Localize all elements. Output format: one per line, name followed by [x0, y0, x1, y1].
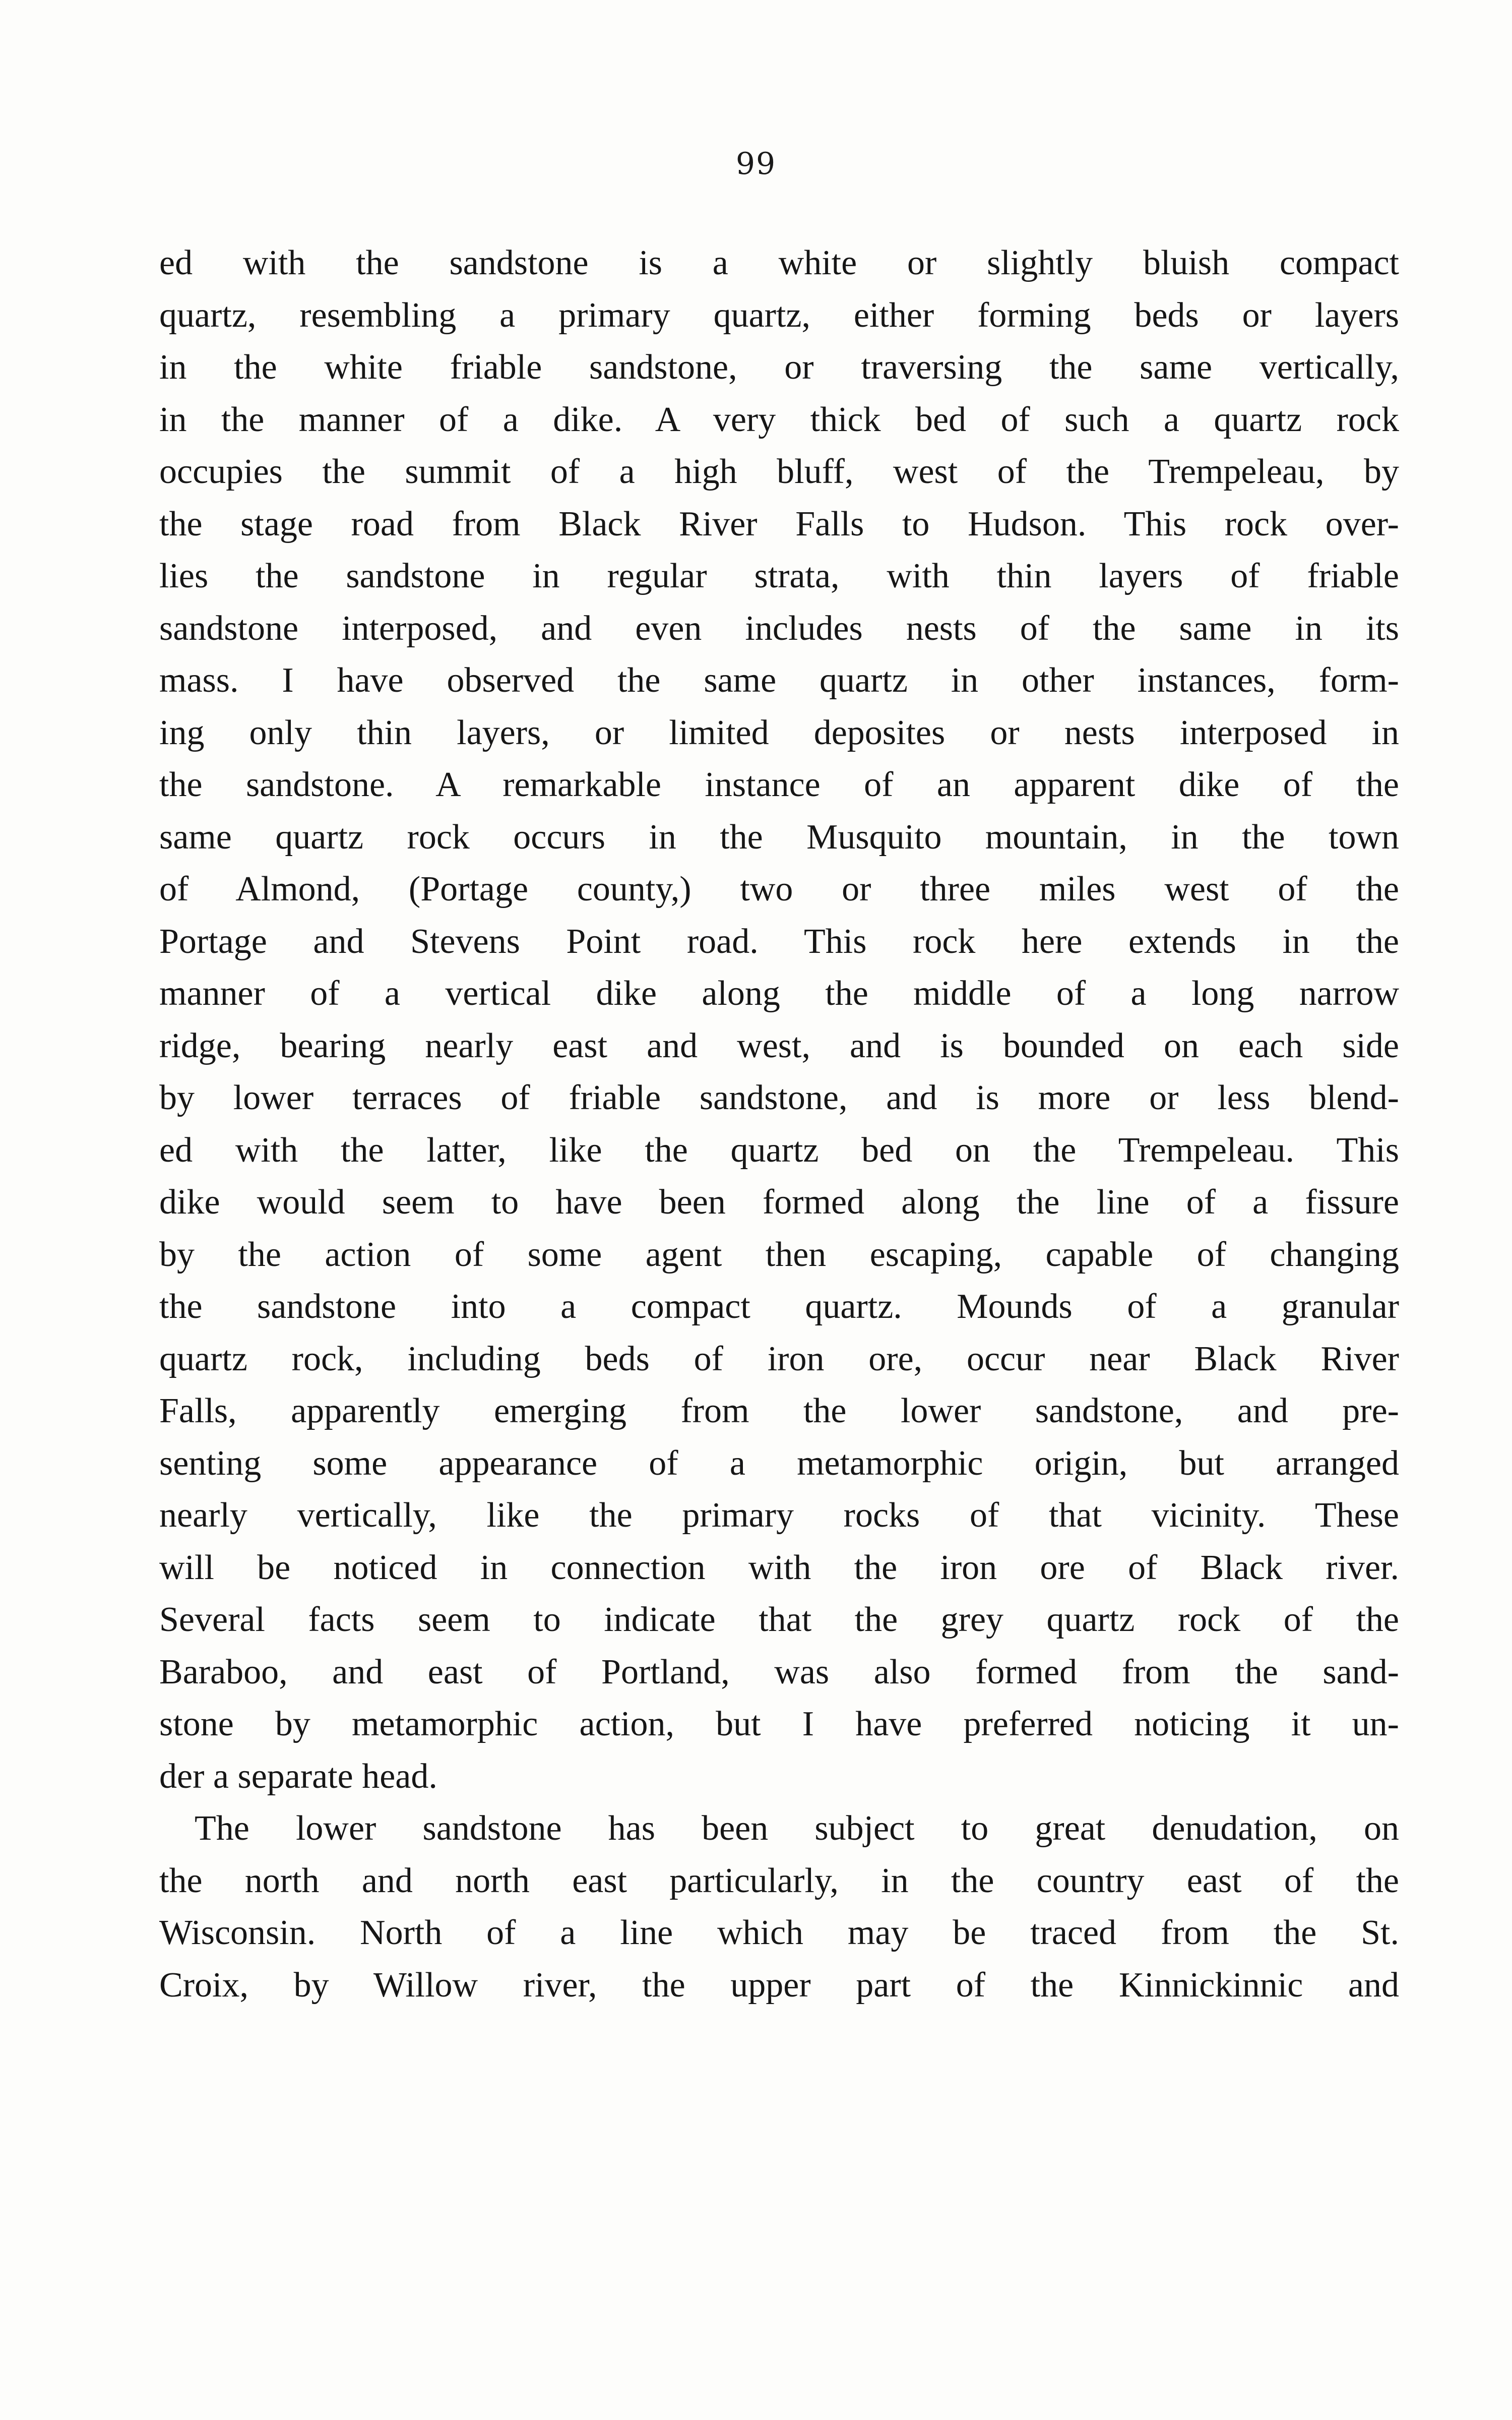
text-line: same quartz rock occurs in the Musquito mountain, in the town [159, 817, 1399, 857]
text-line: the sandstone. A remarkable instance of an apparent dike of the [159, 765, 1399, 804]
page-number: 99 [735, 146, 777, 182]
text-line: Portage and Stevens Point road. This rock here extends in the [159, 922, 1399, 961]
text-line: will be noticed in connection with the iron ore of Black river. [159, 1548, 1399, 1587]
text-line: in the white friable sandstone, or traversing the same vertically, [159, 348, 1399, 387]
text-line: The lower sandstone has been subject to great denudation, on [195, 1809, 1399, 1848]
text-line: ed with the sandstone is a white or slightly bluish compact [159, 244, 1399, 282]
text-line: senting some appearance of a metamorphic origin, but arranged [159, 1443, 1399, 1483]
text-line: lies the sandstone in regular strata, with thin layers of friable [159, 557, 1399, 595]
text-line: mass. I have observed the same quartz in other instances, form- [159, 661, 1399, 700]
text-line: Wisconsin. North of a line which may be traced from the St. [159, 1913, 1399, 1952]
text-line: the north and north east particularly, in the country east of the [159, 1861, 1399, 1900]
text-line: ed with the latter, like the quartz bed on the Trempeleau. This [159, 1130, 1399, 1170]
text-line: by lower terraces of friable sandstone, and is more or less blend- [159, 1078, 1399, 1117]
text-line: the stage road from Black River Falls to Hudson. This rock over- [159, 504, 1399, 543]
body-text [159, 237, 1399, 2011]
text-line: dike would seem to have been formed along the line of a fissure [159, 1183, 1399, 1222]
text-line: manner of a vertical dike along the middle of a long narrow [159, 974, 1399, 1013]
text-line: Croix, by Willow river, the upper part of the Kinnickinnic and [159, 1965, 1399, 2005]
text-line: quartz, resembling a primary quartz, either forming beds or layers [159, 295, 1399, 335]
text-line: the sandstone into a compact quartz. Mounds of a granular [159, 1287, 1399, 1326]
text-line: der a separate head. [159, 1757, 437, 1796]
text-line: quartz rock, including beds of iron ore, occur near Black River [159, 1339, 1399, 1378]
text-line: of Almond, (Portage county,) two or three miles west of the [159, 870, 1399, 909]
text-line: by the action of some agent then escaping, capable of changing [159, 1235, 1399, 1274]
text-line: in the manner of a dike. A very thick bed of such a quartz rock [159, 400, 1399, 439]
text-line: ridge, bearing nearly east and west, and is bounded on each side [159, 1026, 1399, 1065]
text-line: sandstone interposed, and even includes nests of the same in its [159, 609, 1399, 648]
text-line: Several facts seem to indicate that the grey quartz rock of the [159, 1600, 1399, 1639]
text-line: Baraboo, and east of Portland, was also formed from the sand- [159, 1652, 1399, 1691]
text-line: nearly vertically, like the primary rocks of that vicinity. These [159, 1496, 1399, 1535]
text-line: ing only thin layers, or limited deposites or nests interposed in [159, 713, 1399, 752]
text-line: Falls, apparently emerging from the lower sandstone, and pre- [159, 1392, 1399, 1430]
text-line: occupies the summit of a high bluff, west of the Trempeleau, by [159, 452, 1399, 491]
text-line: stone by metamorphic action, but I have preferred noticing it un- [159, 1705, 1399, 1743]
